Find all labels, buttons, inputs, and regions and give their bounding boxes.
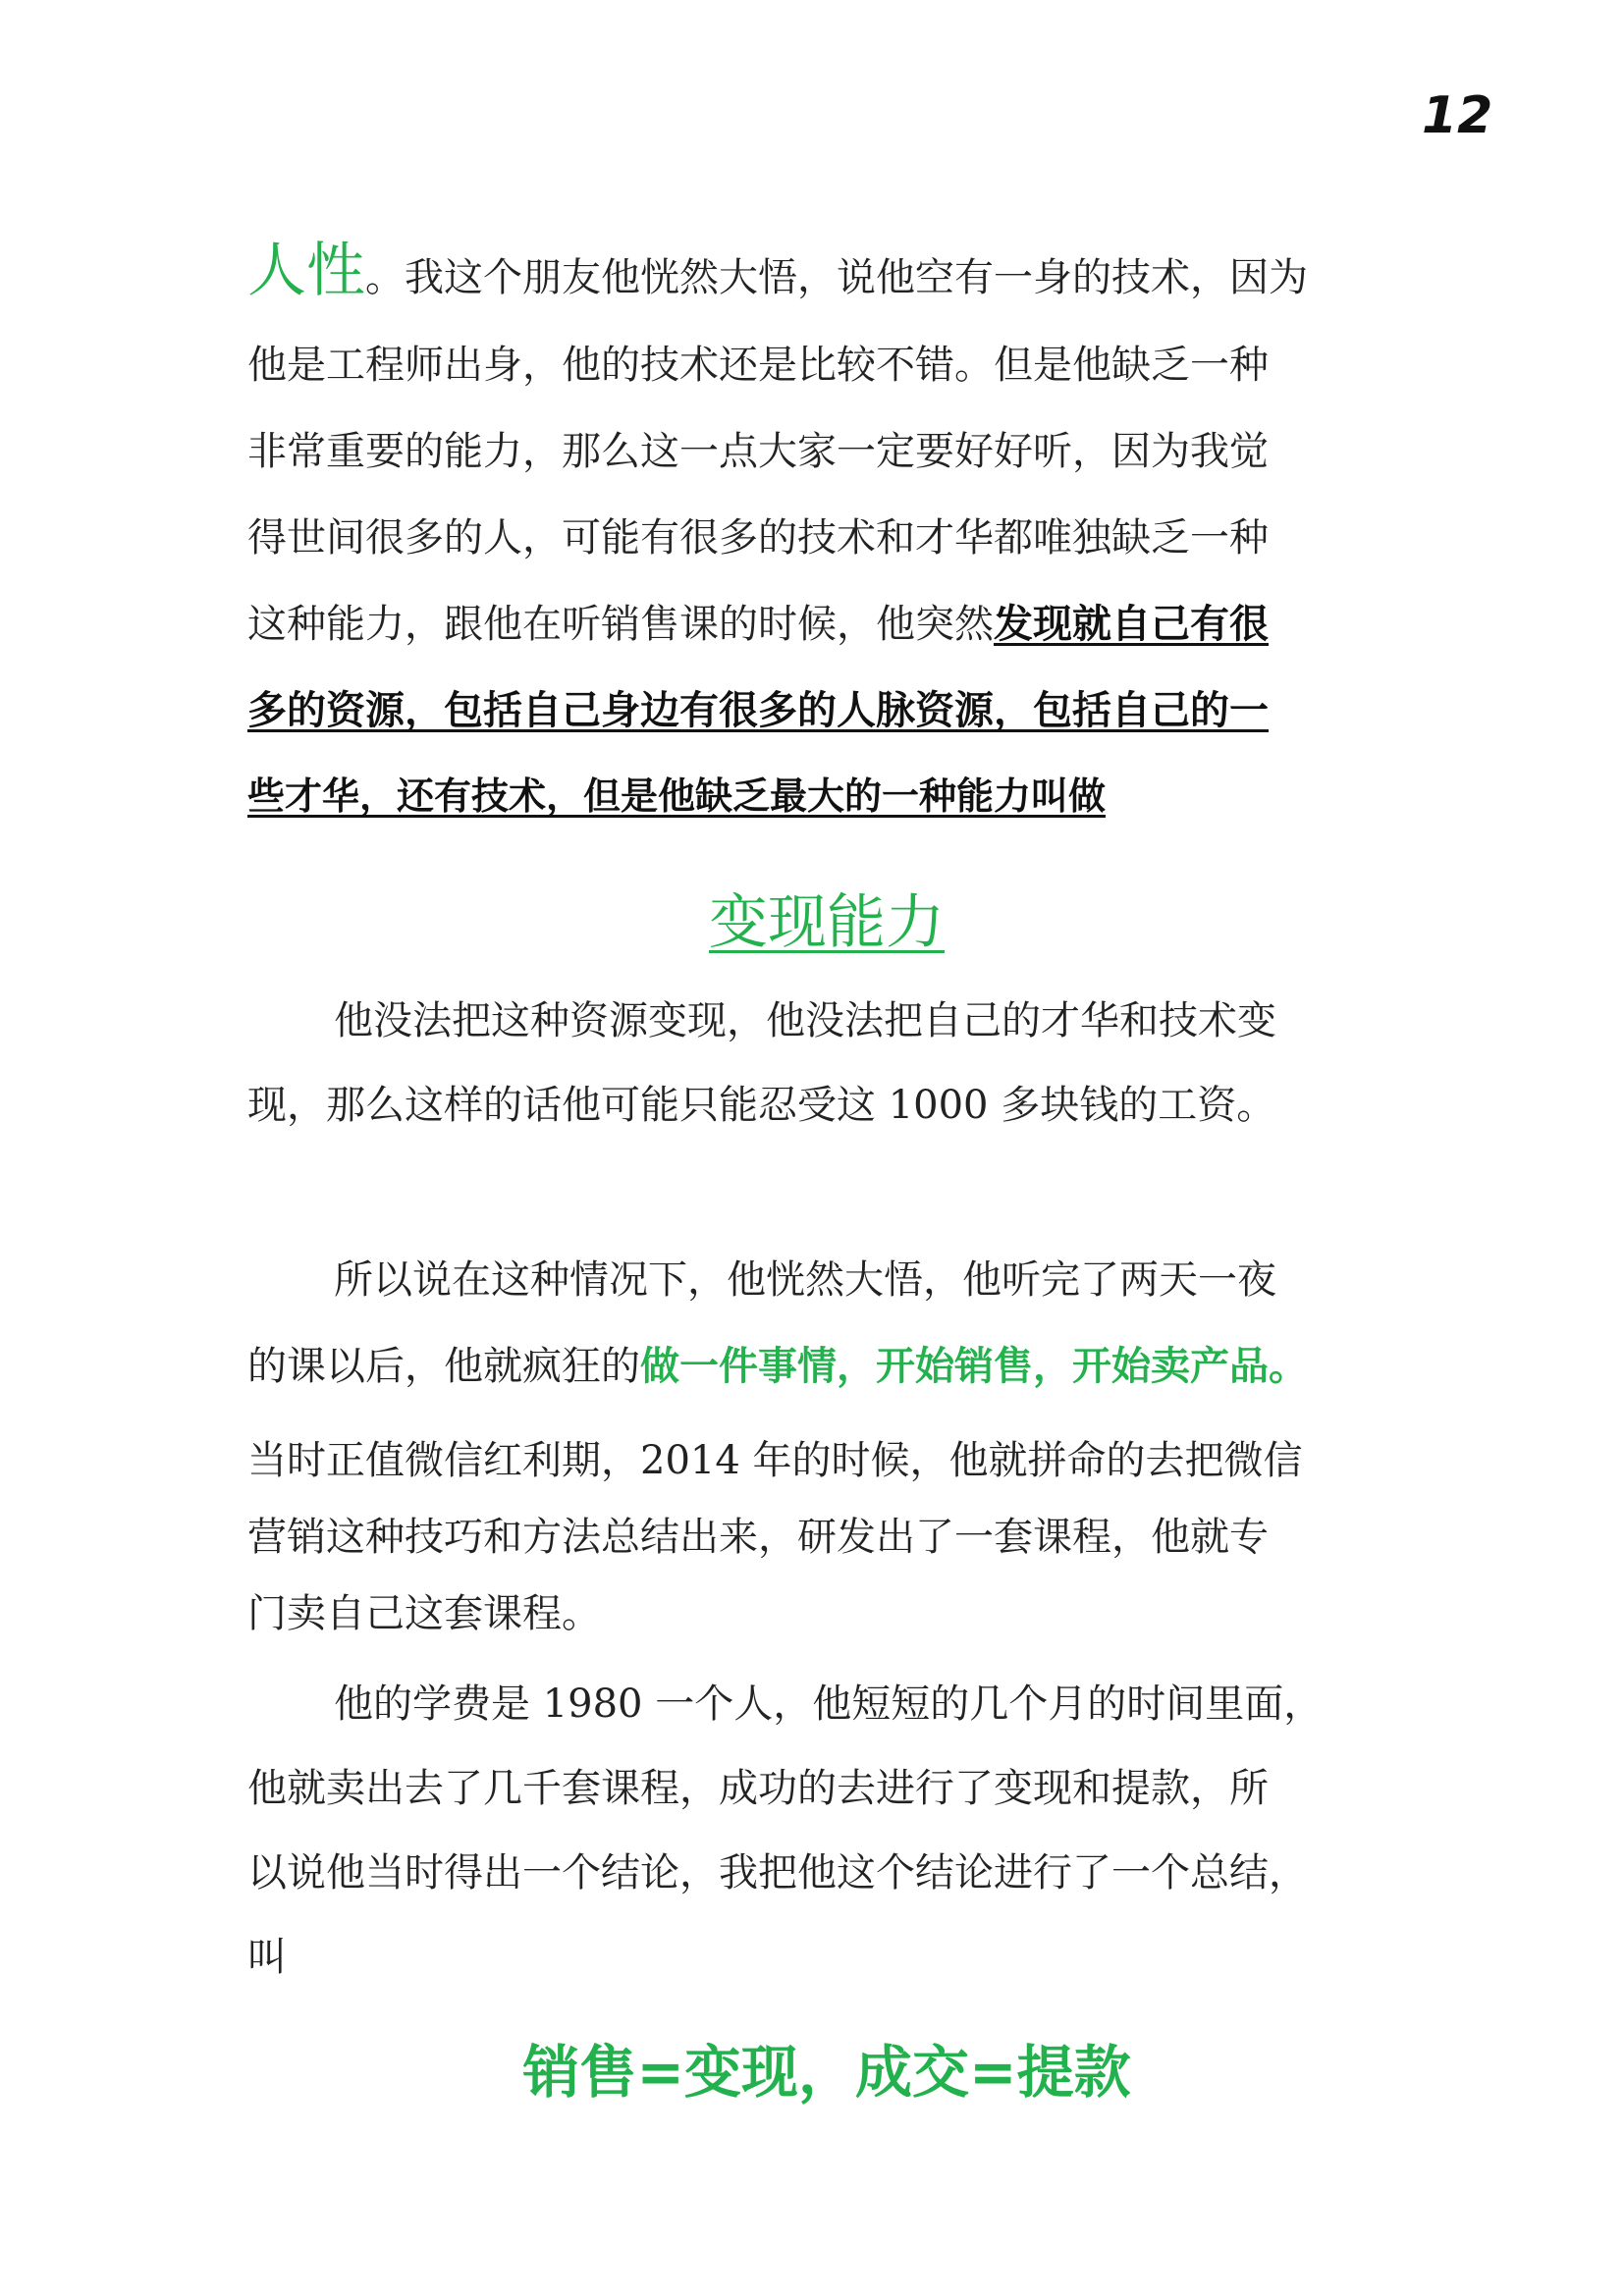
p1-line-7: 些才华，还有技术，但是他缺乏最大的一种能力叫做: [247, 774, 1107, 818]
heading-1-text: 变现能力: [709, 888, 945, 957]
p1-line-5: [247, 593, 1269, 649]
heading-2-text: 销售=变现，成交=提款: [522, 2039, 1131, 2106]
p3-line-1: 所以说在这种情况下，他恍然大悟，他听完了两天一夜: [334, 1257, 1276, 1303]
p1-line-1-text: 。我这个朋友他恍然大悟，说他空有一身的技术，因为: [365, 255, 1308, 300]
p3-line-2: [247, 1335, 1308, 1391]
p1-line-5-text: 这种能力，跟他在听销售课的时候，他突然: [247, 602, 994, 647]
p3-line-2-green: 做一件事情，开始销售，开始卖产品。: [640, 1344, 1308, 1389]
p1-line-3: 非常重要的能力，那么这一点大家一定要好好听，因为我觉: [247, 429, 1269, 474]
p4-line-1: 他的学费是 1980 一个人，他短短的几个月的时间里面，: [334, 1682, 1324, 1727]
p4-line-3: 以说他当时得出一个结论，我把他这个结论进行了一个总结，: [247, 1850, 1308, 1896]
page-number: 12: [1422, 86, 1493, 145]
lead-emphasis: 人性: [247, 237, 365, 305]
p2-line-1: 他没法把这种资源变现，他没法把自己的才华和技术变: [334, 998, 1276, 1043]
p4-line-4: 叫: [247, 1935, 287, 1980]
p1-line-5-bold: 发现就自己有很: [994, 601, 1269, 647]
p2-line-2: 现，那么这样的话他可能只能忍受这 1000 多块钱的工资。: [247, 1083, 1276, 1128]
p1-line-6: 多的资源，包括自己身边有很多的人脉资源，包括自己的一: [247, 687, 1269, 733]
heading-sales-equation: [247, 2026, 1406, 2109]
p3-line-4: 营销这种技巧和方法总结出来，研发出了一套课程，他就专: [247, 1515, 1269, 1560]
p3-line-3: 当时正值微信红利期，2014 年的时候，他就拼命的去把微信: [247, 1438, 1303, 1483]
p4-line-2: 他就卖出去了几千套课程，成功的去进行了变现和提款，所: [247, 1766, 1269, 1811]
p3-line-5: 门卖自己这套课程。: [247, 1591, 601, 1636]
p3-line-2-text: 的课以后，他就疯狂的: [247, 1344, 640, 1389]
p1-line-2: 他是工程师出身，他的技术还是比较不错。但是他缺乏一种: [247, 343, 1269, 388]
p1-line-4: 得世间很多的人，可能有很多的技术和才华都唯独缺乏一种: [247, 515, 1269, 561]
heading-realization-ability: [247, 876, 1406, 960]
p1-line-1: [247, 224, 1308, 308]
